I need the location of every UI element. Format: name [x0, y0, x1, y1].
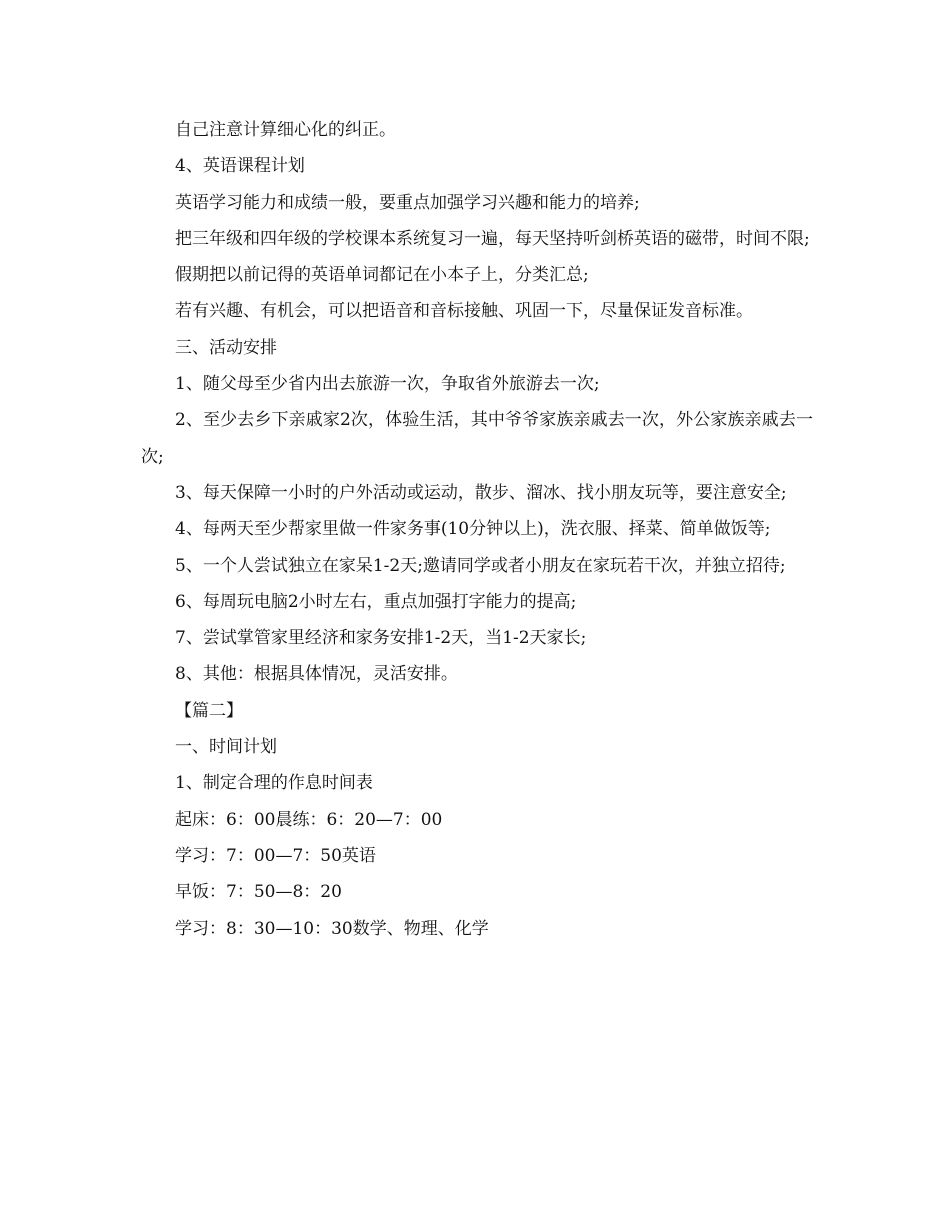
document-body [141, 112, 813, 947]
chapter-heading: 【篇二】 [175, 700, 243, 721]
schedule-line: 早饭：7：50—8：20 [175, 882, 342, 903]
schedule-line: 学习：7：00—7：50英语 [175, 845, 376, 866]
list-item: 8、其他：根据具体情况，灵活安排。 [175, 664, 458, 685]
list-item: 5、一个人尝试独立在家呆1-2天;邀请同学或者小朋友在家玩若干次，并独立招待; [175, 555, 786, 576]
paragraph: 英语学习能力和成绩一般，要重点加强学习兴趣和能力的培养; [175, 192, 640, 213]
paragraph: 把三年级和四年级的学校课本系统复习一遍，每天坚持听剑桥英语的磁带，时间不限; [175, 228, 810, 249]
schedule-line: 起床：6：00晨练：6：20—7：00 [175, 809, 443, 830]
section-heading: 三、活动安排 [175, 337, 277, 358]
list-item: 7、尝试掌管家里经济和家务安排1-2天，当1-2天家长; [175, 628, 587, 649]
list-item: 1、制定合理的作息时间表 [175, 773, 373, 794]
section-heading: 一、时间计划 [175, 737, 277, 758]
list-item: 6、每周玩电脑2小时左右，重点加强打字能力的提高; [175, 591, 577, 612]
list-item: 3、每天保障一小时的户外活动或运动，散步、溜冰、找小朋友玩等，要注意安全; [175, 482, 787, 503]
paragraph: 自己注意计算细心化的纠正。 [175, 120, 396, 140]
list-item: 1、随父母至少省内出去旅游一次，争取省外旅游去一次; [175, 374, 600, 395]
list-item: 4、每两天至少帮家里做一件家务事(10分钟以上)，洗衣服、择菜、简单做饭等; [175, 519, 771, 540]
paragraph: 假期把以前记得的英语单词都记在小本子上，分类汇总; [175, 265, 589, 286]
paragraph: 若有兴趣、有机会，可以把语音和音标接触、巩固一下，尽量保证发音标准。 [175, 301, 753, 322]
schedule-line: 学习：8：30—10：30数学、物理、化学 [175, 918, 489, 939]
list-item: 2、至少去乡下亲戚家2次，体验生活，其中爷爷家族亲戚去一次，外公家族亲戚去一次; [141, 410, 813, 467]
section-heading: 4、英语课程计划 [175, 156, 305, 177]
